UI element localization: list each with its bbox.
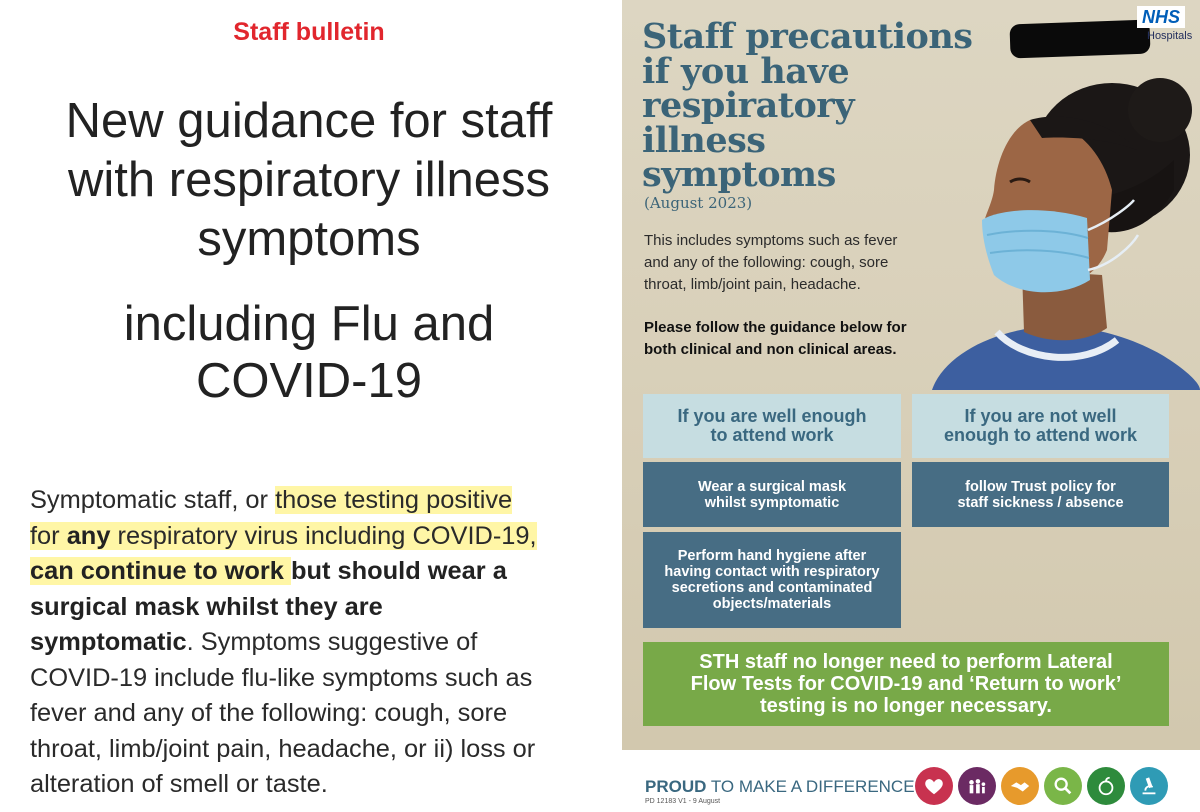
body-text: COVID-19 include flu-like symptoms such as [30,663,533,692]
microscope-icon [1130,767,1168,805]
poster-title-line: symptoms [642,154,836,195]
subheadline-line: including Flu and [123,297,495,351]
wear-mask-action [643,462,901,527]
intro-line: and any of the following: cough, sore [644,254,889,271]
apple-icon [1087,767,1125,805]
bulletin-body-text [30,483,590,803]
action-line: Wear a surgical mask [697,478,847,495]
bulletin-headline [0,92,618,269]
action-line: whilst symptomatic [704,494,840,511]
notice-line: STH staff no longer need to perform Lateral [699,651,1113,673]
poster-title-line: illness [642,119,766,161]
not-well-enough-header [912,394,1169,458]
nhs-logo: NHS [1137,6,1185,28]
highlighted-bold-text: any [66,521,111,550]
heart-icon [915,767,953,805]
poster-title-line: if you have [642,50,850,92]
slogan-bold: PROUD [645,777,707,796]
nhs-logo-subtitle: Hospitals [1147,30,1193,42]
lateral-flow-notice [643,642,1169,726]
bold-text: surgical mask whilst they are [30,592,383,621]
highlighted-text: for [30,521,67,550]
body-text: . Symptoms suggestive of [186,628,478,656]
well-enough-header [643,394,901,458]
body-text: throat, limb/joint pain, headache, or ii) loss or [30,734,536,763]
highlighted-text: respiratory virus including COVID-19, [110,521,537,550]
poster-date: (August 2023) [644,194,753,212]
action-line: secretions and contaminated [671,580,873,596]
family-icon [958,767,996,805]
highlighted-bold-text: can continue to work [30,557,291,585]
handshake-icon [1001,767,1039,805]
body-text: fever and any of the following: cough, sore [30,699,508,727]
action-line: follow Trust policy for [965,478,1116,495]
subheadline-line: COVID-19 [195,354,422,408]
body-text: Symptomatic staff, or [30,486,276,514]
bold-text: but should wear a [291,557,507,585]
nhs-precautions-poster [622,0,1200,812]
poster-footer [622,750,1200,812]
headline-line: with respiratory illness [68,153,550,207]
headline-line: New guidance for staff [65,94,553,148]
intro-line: throat, limb/joint pain, headache. [644,276,861,293]
magnifier-icon [1044,767,1082,805]
bulletin-subheadline [0,296,618,410]
action-line: having contact with respiratory [664,564,880,580]
trust-policy-action [912,462,1169,527]
poster-intro-text [644,230,954,296]
poster-title [642,16,1002,195]
intro-line: This includes symptoms such as fever [644,232,898,249]
headline-line: symptoms [197,212,421,266]
header-line: If you are well enough [677,406,867,426]
hand-hygiene-action [643,532,901,628]
header-line: enough to attend work [944,425,1137,445]
body-text: alteration of smell or taste. [30,770,328,798]
highlighted-text: those testing positive [275,486,513,514]
redaction-scribble [1009,20,1150,59]
action-line: objects/materials [712,596,832,612]
instruction-line: Please follow the guidance below for [644,319,907,336]
poster-code: PD 12183 V1 - 9 August [645,798,721,805]
slogan-rest: TO MAKE A DIFFERENCE [706,777,915,796]
poster-title-line: respiratory [642,85,855,126]
header-line: to attend work [710,425,834,445]
poster-guidance-instruction [644,317,964,361]
action-line: staff sickness / absence [957,494,1124,511]
instruction-line: both clinical and non clinical areas. [644,341,897,358]
action-line: Perform hand hygiene after [677,548,867,564]
proud-slogan [645,777,915,797]
bulletin-kicker: Staff bulletin [233,18,385,46]
header-line: If you are not well [964,406,1117,426]
poster-title-line: Staff precautions [642,16,973,57]
notice-line: testing is no longer necessary. [760,695,1052,717]
bold-text: symptomatic [30,628,187,656]
notice-line: Flow Tests for COVID-19 and ‘Return to work’ [690,673,1122,695]
